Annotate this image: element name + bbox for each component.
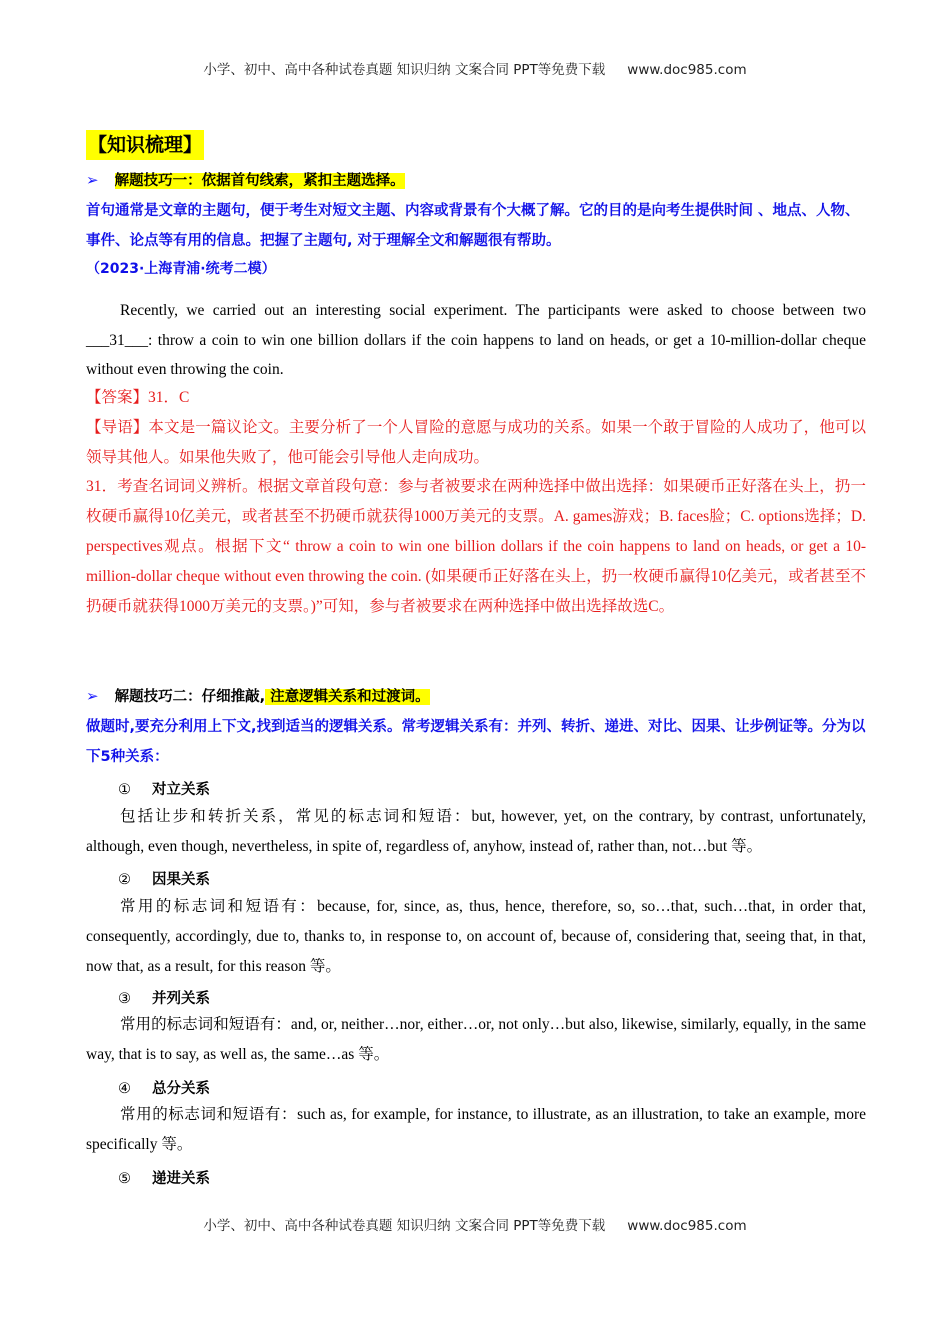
page-footer xyxy=(0,1214,950,1234)
answer-line: 【答案】31．C xyxy=(86,389,190,406)
tip2-label-highlight: 注意逻辑关系和过渡词。 xyxy=(265,689,430,705)
relation-text: 常用的标志词和短语有：such as, for example, for instance, to illustrate, as an illustration, to take an example, more specifically 等。 xyxy=(86,1106,866,1153)
tip2-description: 做题时,要充分利用上下文,找到适当的逻辑关系。常考逻辑关系有：并列、转折、递进、对比、因果、让步例证等。分为以下5种关系： xyxy=(86,719,866,765)
analysis-text: 31．考查名词词义辨析。根据文章首段句意：参与者被要求在两种选择中做出选择：如果硬币正好落在头上，扔一枚硬币赢得10亿美元，或者甚至不扔硬币就获得1000万美元的支票。A. games游戏；B. faces脸；C. options选择；D. perspectives观点。根据下文“ throw a coin to win one billion dollars if the coin happens to land on heads, or get a 10-million-dollar cheque without even throwing the coin. (如果硬币正好落在头上，扔一枚硬币赢得10亿美元，或者甚至不扔硬币就获得1000万美元的支票。)”可知，参与者被要求在两种选择中做出选择故选C。 xyxy=(86,478,866,615)
relation-number: ⑤ xyxy=(118,1171,131,1187)
exam-source: （2023·上海青浦·统考二模） xyxy=(86,261,276,277)
relation-text: 包括让步和转折关系，常见的标志词和短语：but, however, yet, on the contrary, by contrast, unfortunately, although, even though, nevertheless, in spite of, regardless of, anyhow, instead of, rather than, not…but 等。 xyxy=(86,808,866,855)
footer-url[interactable]: www.doc985.com xyxy=(627,1218,747,1234)
relation-number: ③ xyxy=(118,991,131,1007)
relation-heading xyxy=(118,1167,210,1188)
header-text: 小学、初中、高中各种试卷真题 知识归纳 文案合同 PPT等免费下载 xyxy=(203,62,606,78)
tip2-label-plain: 解题技巧二：仔细推敲, xyxy=(114,689,266,705)
passage-text: Recently, we carried out an interesting social experiment. The participants were asked to choose between two ___31___: throw a coin to win one billion dollars if the coin happens to land on heads, or get a 10-million-dollar cheque without even throwing the coin. xyxy=(86,302,866,378)
relation-heading xyxy=(118,778,210,799)
relation-heading xyxy=(118,987,210,1008)
relation-title: 总分关系 xyxy=(152,1081,210,1097)
tip1-label: 解题技巧一：依据首句线索，紧扣主题选择。 xyxy=(114,173,405,189)
page-header xyxy=(0,58,950,78)
header-url[interactable]: www.doc985.com xyxy=(627,62,747,78)
relation-number: ② xyxy=(118,872,131,888)
relation-heading xyxy=(118,868,210,889)
relation-title: 对立关系 xyxy=(152,782,210,798)
guide-text: 【导语】本文是一篇议论文。主要分析了一个人冒险的意愿与成功的关系。如果一个敢于冒险的人成功了，他可以领导其他人。如果他失败了，他可能会引导他人走向成功。 xyxy=(86,419,866,466)
relation-title: 递进关系 xyxy=(152,1171,210,1187)
arrow-icon: ➢ xyxy=(86,171,99,189)
relation-title: 并列关系 xyxy=(152,991,210,1007)
arrow-icon: ➢ xyxy=(86,687,99,705)
tip1-description: 首句通常是文章的主题句，便于考生对短文主题、内容或背景有个大概了解。它的目的是向考生提供时间 、地点、人物、事件、论点等有用的信息。把握了主题句, 对于理解全文和解题很有帮助。 xyxy=(86,203,860,249)
footer-text: 小学、初中、高中各种试卷真题 知识归纳 文案合同 PPT等免费下载 xyxy=(203,1218,606,1234)
tip1-heading xyxy=(86,168,405,193)
tip2-heading xyxy=(86,684,430,709)
section-title: 【知识梳理】 xyxy=(86,130,204,160)
relation-heading xyxy=(118,1077,210,1098)
relation-title: 因果关系 xyxy=(152,872,210,888)
relation-text: 常用的标志词和短语有：and, or, neither…nor, either…or, not only…but also, likewise, similarly, equally, in the same way, that is to say, as well as, the same…as 等。 xyxy=(86,1016,866,1063)
relation-text: 常用的标志词和短语有：because, for, since, as, thus, hence, therefore, so, so…that, such…that, in order that, consequently, accordingly, due to, thanks to, in response to, on account of, because of, considering that, seeing that, in that, now that, as a result, for this reason 等。 xyxy=(86,898,866,975)
relation-number: ④ xyxy=(118,1081,131,1097)
relation-number: ① xyxy=(118,782,131,798)
